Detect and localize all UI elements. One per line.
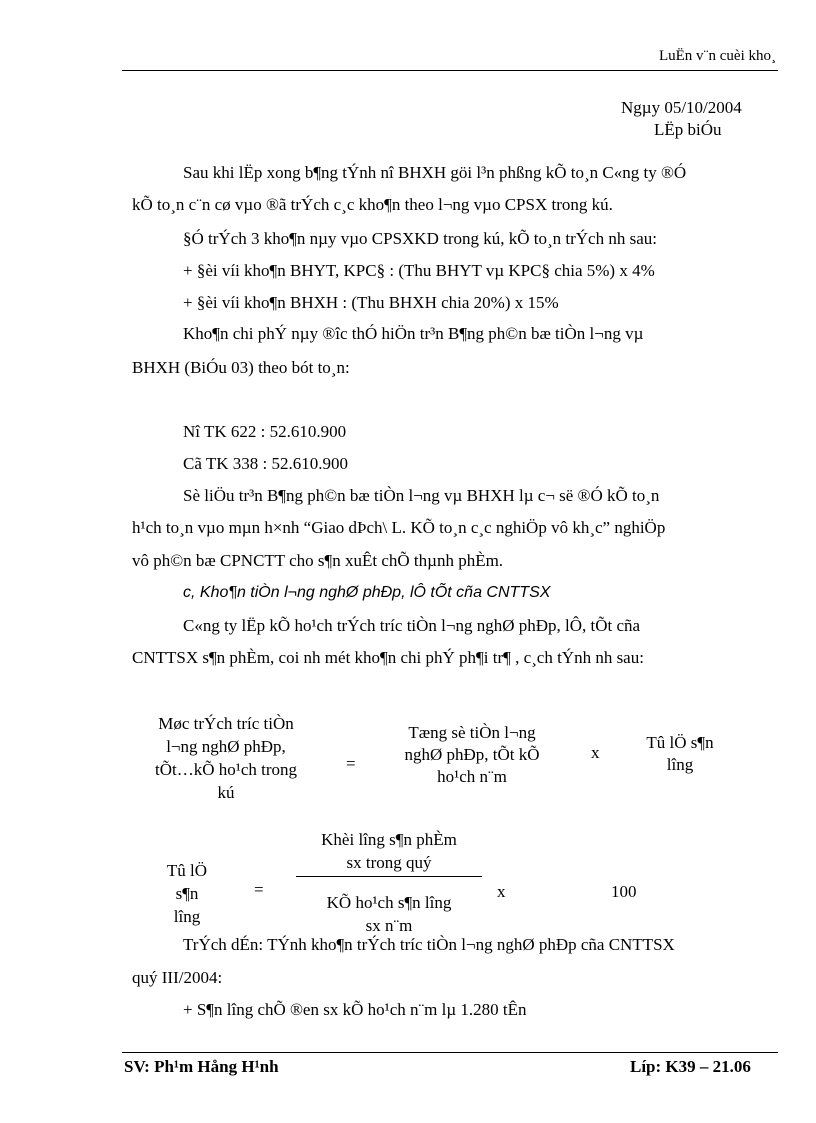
formula1-middle: Tæng sè tiÒn l¬ng nghØ phÐp, tÕt kÕ ho¹ch n¨m bbox=[404, 723, 540, 786]
paragraph-line: kÕ to¸n c¨n cø vµo ®ã trÝch c¸c kho¶n theo l¬ng vµo CPSX trong kú. bbox=[132, 195, 613, 214]
formula1-times: x bbox=[591, 743, 600, 762]
formula2-factor: 100 bbox=[611, 882, 637, 901]
formula1-lhs: Møc trÝch tríc tiÒn l¬ng nghØ phÐp, tÕt…kÕ ho¹ch trong kú bbox=[154, 714, 298, 802]
formula2-numerator: Khèi lîng s¶n phÈm sx trong quý bbox=[321, 830, 457, 872]
paragraph-line: TrÝch dÉn: TÝnh kho¶n trÝch tríc tiÒn l¬ng nghØ phÐp cña CNTTSX bbox=[183, 935, 675, 954]
paragraph-line: §Ó trÝch 3 kho¶n nµy vµo CPSXKD trong kú, kÕ to¸n trÝch nh sau: bbox=[183, 229, 657, 248]
formula1-rhs: Tû lÖ s¶n lîng bbox=[646, 733, 714, 774]
formula1-equals: = bbox=[346, 754, 356, 773]
header-rule bbox=[122, 70, 778, 71]
paragraph-line: C«ng ty lËp kÕ ho¹ch trÝch tríc tiÒn l¬ng nghØ phÐp, lÔ, tÕt cña bbox=[183, 616, 641, 635]
author-line: LËp biÓu bbox=[654, 120, 722, 139]
formula2-times: x bbox=[497, 882, 506, 901]
debit-entry: Nî TK 622 : 52.610.900 bbox=[183, 422, 347, 441]
footer-class: Líp: K39 – 21.06 bbox=[630, 1057, 751, 1076]
paragraph-line: Sau khi lËp xong b¶ng tÝnh nî BHXH göi l³n phßng kÕ to¸n C«ng ty ®Ó bbox=[183, 163, 687, 182]
paragraph-line: Kho¶n chi phÝ nµy ®îc thÓ hiÖn tr³n B¶ng ph©n bæ tiÒn l¬ng vµ bbox=[183, 324, 644, 343]
credit-entry: Cã TK 338 : 52.610.900 bbox=[183, 454, 348, 473]
formula2-lhs: Tû lÖ s¶n lîng bbox=[166, 861, 208, 926]
footer-student: SV: Ph¹m Hång H¹nh bbox=[124, 1057, 279, 1076]
paragraph-line: Sè liÖu tr³n B¶ng ph©n bæ tiÒn l¬ng vµ BHXH lµ c¬ së ®Ó kÕ to¸n bbox=[183, 486, 660, 505]
paragraph-line: + §èi víi kho¶n BHXH : (Thu BHXH chia 20%) x 15% bbox=[183, 293, 559, 312]
date-line: Ngµy 05/10/2004 bbox=[621, 98, 742, 117]
formula2-denominator: KÕ ho¹ch s¶n lîng sx n¨m bbox=[326, 893, 452, 935]
running-header: LuËn v¨n cuèi kho¸ bbox=[658, 48, 776, 64]
paragraph-line: h¹ch to¸n vµo mµn h×nh “Giao dÞch\ L. KÕ to¸n c¸c nghiÖp vô kh¸c” nghiÖp bbox=[132, 518, 666, 537]
formula2-equals: = bbox=[254, 880, 264, 899]
footer-rule bbox=[122, 1052, 778, 1053]
paragraph-line: quý III/2004: bbox=[132, 968, 223, 987]
paragraph-line: + S¶n lîng chÕ ®en sx kÕ ho¹ch n¨m lµ 1.280 tÊn bbox=[183, 1000, 527, 1019]
section-heading: c, Kho¶n tiÒn l¬ng nghØ phÐp, lÔ tÕt cña CNTTSX bbox=[183, 584, 551, 601]
paragraph-line: BHXH (BiÓu 03) theo bót to¸n: bbox=[132, 358, 350, 377]
paragraph-line: + §èi víi kho¶n BHYT, KPC§ : (Thu BHYT vµ KPC§ chia 5%) x 4% bbox=[183, 261, 655, 280]
paragraph-line: CNTTSX s¶n phÈm, coi nh mét kho¶n chi phÝ ph¶i tr¶ , c¸ch tÝnh nh sau: bbox=[132, 648, 644, 667]
paragraph-line: vô ph©n bæ CPNCTT cho s¶n xuÊt chÕ thµnh phÈm. bbox=[132, 551, 504, 570]
fraction-bar bbox=[296, 876, 482, 877]
